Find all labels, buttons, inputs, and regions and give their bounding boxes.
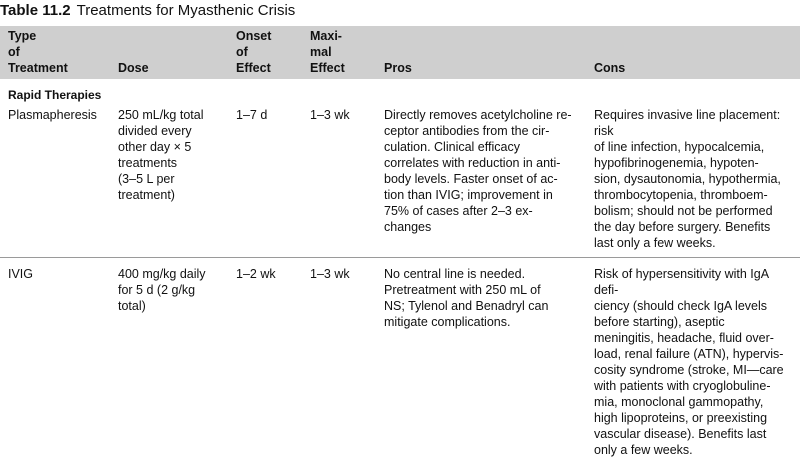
table-row bbox=[0, 105, 800, 258]
section-label: Rapid Therapies bbox=[0, 79, 800, 105]
header-maximal: Maxi- mal Effect bbox=[302, 26, 376, 79]
cell-onset: 1–2 wk bbox=[228, 258, 302, 458]
header-row bbox=[0, 26, 800, 79]
table-caption bbox=[0, 0, 800, 22]
header-pros: Pros bbox=[376, 26, 586, 79]
table-body bbox=[0, 79, 800, 458]
table-number: Table 11.2 bbox=[0, 2, 71, 19]
cell-dose: 400 mg/kg daily for 5 d (2 g/kg total) bbox=[110, 258, 228, 458]
header-dose: Dose bbox=[110, 26, 228, 79]
header-cons: Cons bbox=[586, 26, 800, 79]
table-row bbox=[0, 258, 800, 458]
cell-pros: No central line is needed. Pretreatment with 250 mL of NS; Tylenol and Benadryl can mitigate complications. bbox=[376, 258, 586, 458]
table-title: Treatments for Myasthenic Crisis bbox=[77, 2, 296, 19]
header-onset: Onset of Effect bbox=[228, 26, 302, 79]
cell-dose: 250 mL/kg total divided every other day × 5 treatments (3–5 L per treatment) bbox=[110, 105, 228, 258]
treatments-table bbox=[0, 26, 800, 458]
cell-maximal: 1–3 wk bbox=[302, 258, 376, 458]
cell-pros: Directly removes acetylcholine re- ceptor antibodies from the cir- culation. Clinical efficacy correlates with reduction in anti- body levels. Faster onset of ac- tion than IVIG; improvement in 75% of cases after 2–3 ex- changes bbox=[376, 105, 586, 258]
table-header bbox=[0, 26, 800, 79]
cell-maximal: 1–3 wk bbox=[302, 105, 376, 258]
cell-type: Plasmapheresis bbox=[0, 105, 110, 258]
cell-onset: 1–7 d bbox=[228, 105, 302, 258]
section-row bbox=[0, 79, 800, 105]
cell-type: IVIG bbox=[0, 258, 110, 458]
header-type: Type of Treatment bbox=[0, 26, 110, 79]
cell-cons: Risk of hypersensitivity with IgA defi- ciency (should check IgA levels before starting), aseptic meningitis, headache, fluid over- load, renal failure (ATN), hypervis- cosity syndrome (stroke, MI—care with patients with cryoglobuline- mia, monoclonal gammopathy, high lipoproteins, or preexisting vascular disease). Benefits last only a few weeks. bbox=[586, 258, 800, 458]
cell-cons: Requires invasive line placement: risk of line infection, hypocalcemia, hypofibrinogenemia, hypoten- sion, dysautonomia, hypothermia, thrombocytopenia, thromboem- bolism; should not be performed the day before surgery. Benefits last only a few weeks. bbox=[586, 105, 800, 258]
